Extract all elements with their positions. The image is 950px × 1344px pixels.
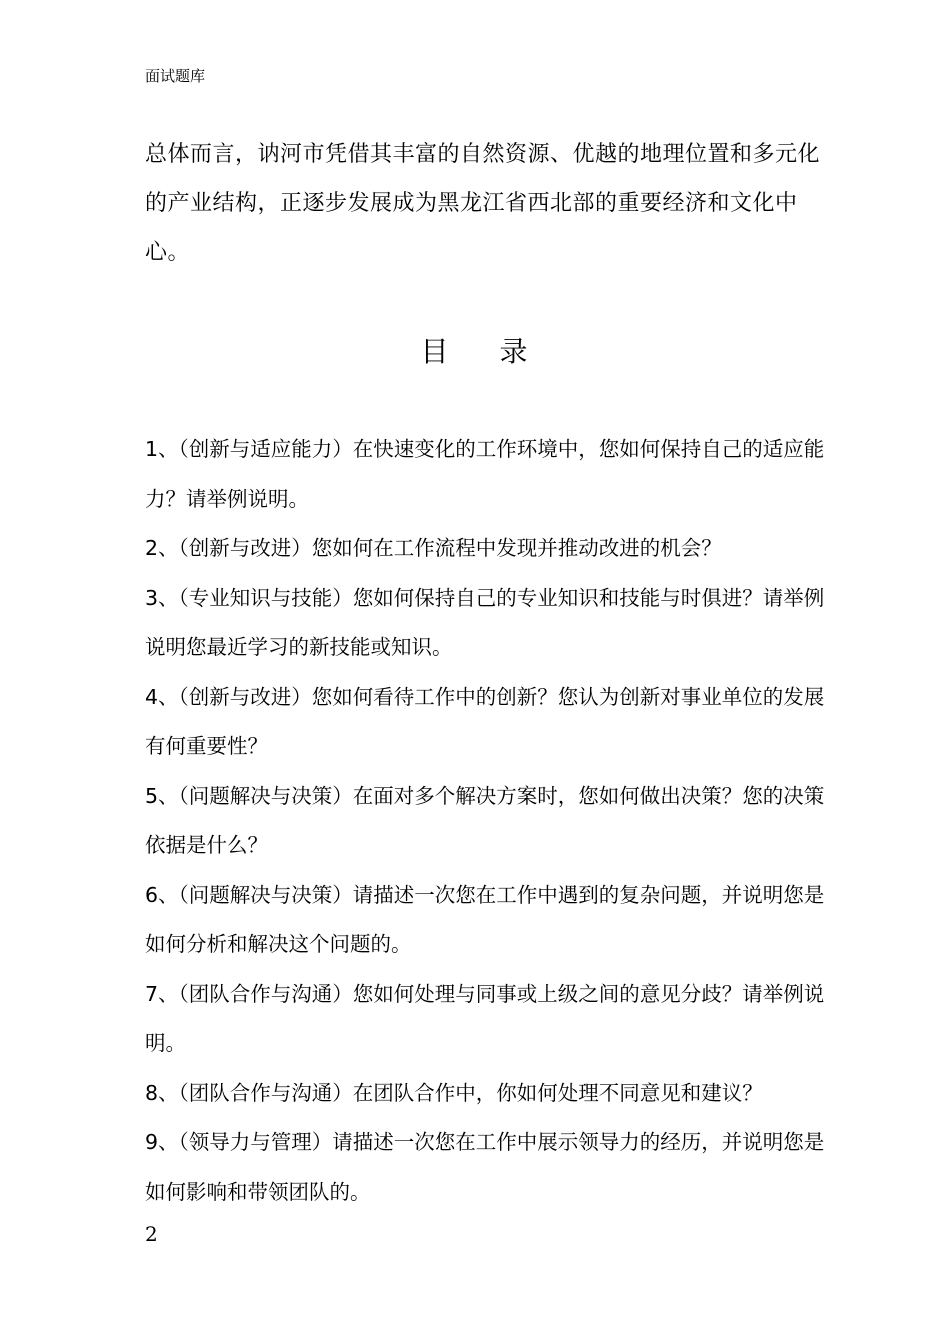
toc-item: 2、（创新与改进）您如何在工作流程中发现并推动改进的机会？ <box>145 536 722 560</box>
page-header: 面试题库 <box>145 67 206 85</box>
page-number: 2 <box>145 1222 158 1246</box>
toc-item: 6、（问题解决与决策）请描述一次您在工作中遇到的复杂问题，并说明您是如何分析和解决这个问题的。 <box>145 882 825 956</box>
toc-item: 4、（创新与改进）您如何看待工作中的创新？您认为创新对事业单位的发展有何重要性？ <box>145 684 825 758</box>
intro-paragraph: 总体而言，讷河市凭借其丰富的自然资源、优越的地理位置和多元化的产业结构，正逐步发展成为黑龙江省西北部的重要经济和文化中心。 <box>145 142 821 265</box>
toc-item: 7、（团队合作与沟通）您如何处理与同事或上级之间的意见分歧？请举例说明。 <box>145 981 825 1055</box>
toc-item: 9、（领导力与管理）请描述一次您在工作中展示领导力的经历，并说明您是如何影响和带领团队的。 <box>145 1130 825 1204</box>
toc-list <box>145 425 830 1217</box>
toc-title: 目 录 <box>420 335 530 368</box>
toc-item: 1、（创新与适应能力）在快速变化的工作环境中，您如何保持自己的适应能力？请举例说明。 <box>145 437 825 511</box>
toc-item: 3、（专业知识与技能）您如何保持自己的专业知识和技能与时俱进？请举例说明您最近学习的新技能或知识。 <box>145 585 825 659</box>
toc-item: 5、（问题解决与决策）在面对多个解决方案时，您如何做出决策？您的决策依据是什么？ <box>145 783 825 857</box>
toc-item: 8、（团队合作与沟通）在团队合作中，你如何处理不同意见和建议？ <box>145 1080 763 1105</box>
